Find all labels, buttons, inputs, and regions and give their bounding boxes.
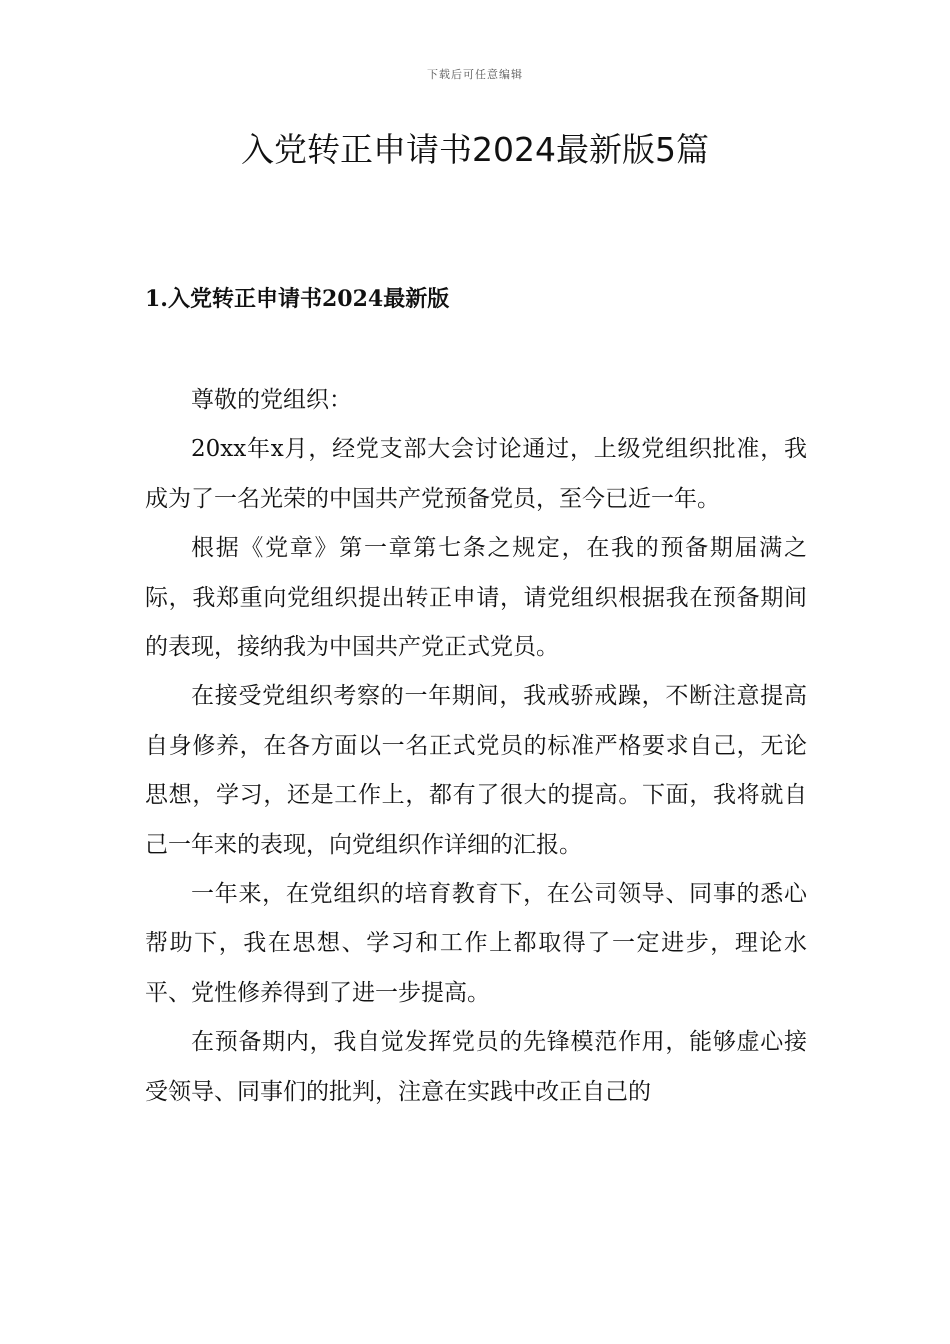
section-heading: 1.入党转正申请书2024最新版	[145, 286, 450, 312]
paragraph: 在接受党组织考察的一年期间，我戒骄戒躁，不断注意提高自身修养，在各方面以一名正式党员的标准严格要求自己，无论思想，学习，还是工作上，都有了很大的提高。下面，我将就自己一年来的表现，向党组织作详细的汇报。	[145, 683, 807, 858]
header-note: 下载后可任意编辑	[427, 68, 523, 81]
salutation: 尊敬的党组织：	[191, 387, 352, 413]
paragraph: 20xx年x月，经党支部大会讨论通过，上级党组织批准，我成为了一名光荣的中国共产党预备党员，至今已近一年。	[145, 436, 807, 512]
paragraph: 根据《党章》第一章第七条之规定，在我的预备期届满之际，我郑重向党组织提出转正申请，请党组织根据我在预备期间的表现，接纳我为中国共产党正式党员。	[145, 535, 807, 661]
document-body	[145, 376, 807, 1117]
paragraph: 一年来，在党组织的培育教育下，在公司领导、同事的悉心帮助下，我在思想、学习和工作上都取得了一定进步，理论水平、党性修养得到了进一步提高。	[145, 881, 807, 1006]
document-title: 入党转正申请书2024最新版5篇	[241, 130, 709, 169]
paragraph: 在预备期内，我自觉发挥党员的先锋模范作用，能够虚心接受领导、同事们的批判，注意在实践中改正自己的	[145, 1029, 807, 1105]
